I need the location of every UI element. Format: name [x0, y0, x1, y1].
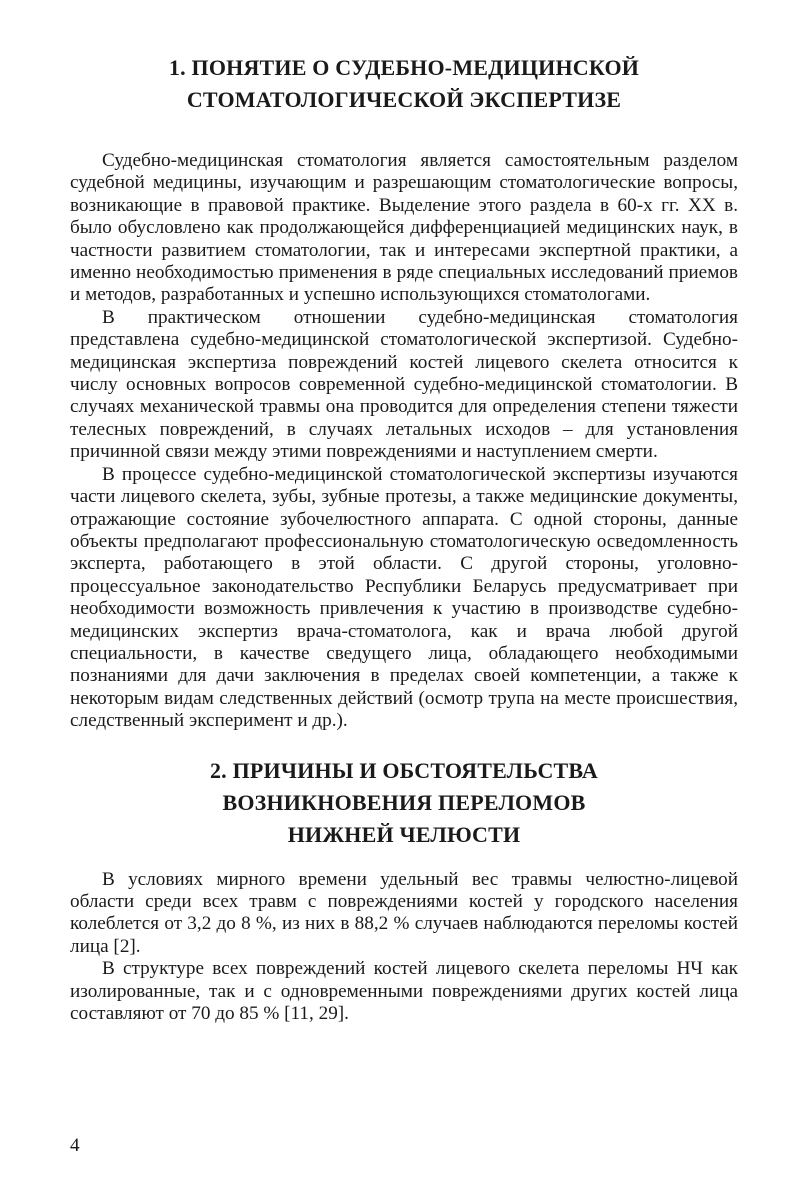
section-2-heading — [70, 755, 738, 851]
section-2-heading-line: НИЖНЕЙ ЧЕЛЮСТИ — [287, 821, 521, 847]
section-1-heading-line: 1. ПОНЯТИЕ О СУДЕБНО-МЕДИЦИНСКОЙ — [168, 55, 640, 80]
page-number: 4 — [70, 1135, 80, 1156]
section-2-heading-line: 2. ПРИЧИНЫ И ОБСТОЯТЕЛЬСТВА — [209, 757, 598, 783]
section-1-heading-line: СТОМАТОЛОГИЧЕСКОЙ ЭКСПЕРТИЗЕ — [186, 87, 622, 112]
section-2-paragraph: В структуре всех повреждений костей лицевого скелета переломы НЧ как изолированные, так и с одновременными повреждениями других костей лица составляют от 70 до 85 % [11, 29]. — [70, 958, 738, 1024]
section-1-paragraph: Судебно-медицинская стоматология является самостоятельным разделом судебной медицины, изучающим и разрешающим стоматологические вопросы, возникающие в правовой практике. Выделение этого раздела в 60-х гг. XX в. было обусловлено как продолжающейся дифференциацией медицинских наук, в частности развитием стоматологии, так и интересами экспертной практики, а именно необходимостью применения в ряде специальных исследований приемов и методов, разработанных и успешно использующихся стоматологами. — [70, 150, 738, 306]
section-2-paragraph: В условиях мирного времени удельный вес травмы челюстно-лицевой области среди всех травм с повреждениями костей у городского населения колеблется от 3,2 до 8 %, из них в 88,2 % случаев наблюдаются переломы костей лица [2]. — [70, 868, 738, 957]
page-content — [70, 52, 738, 1025]
section-1-heading — [70, 52, 738, 116]
section-1-paragraph: В процессе судебно-медицинской стоматологической экспертизы изучаются части лицевого скелета, зубы, зубные протезы, а также медицинские документы, отражающие состояние зубочелюстного аппарата. С одной стороны, данные объекты предполагают профессиональную стоматологическую осведомленность эксперта, работающего в этой области. С другой стороны, уголовно-процессуальное законодательство Республики Беларусь предусматривает при необходимости возможность привлечения к участию в производстве судебно-медицинских экспертиз врача-стоматолога, как и врача любой другой специальности, в качестве сведущего лица, обладающего необходимыми познаниями для дачи заключения в пределах своей компетенции, а также к некоторым видам следственных действий (осмотр трупа на месте происшествия, следственный эксперимент и др.). — [70, 463, 738, 732]
section-2-heading-line: ВОЗНИКНОВЕНИЯ ПЕРЕЛОМОВ — [222, 789, 586, 815]
section-1-paragraph: В практическом отношении судебно-медицинская стоматология представлена судебно-медицинской стоматологической экспертизой. Судебно-медицинская экспертиза повреждений костей лицевого скелета относится к числу основных вопросов современной судебно-медицинской стоматологии. В случаях механической травмы она проводится для определения степени тяжести телесных повреждений, в случаях летальных исходов – для установления причинной связи между этими повреждениями и наступлением смерти. — [70, 306, 738, 463]
